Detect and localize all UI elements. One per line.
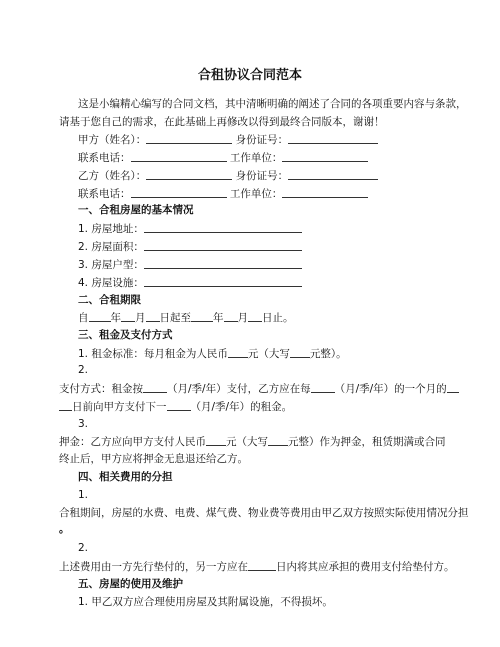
work-blank-2[interactable]: [282, 187, 368, 198]
deposit-capital-label: 元（大写: [226, 436, 268, 448]
term-row: [78, 311, 294, 325]
rent-standard-end: 元整）。: [309, 348, 347, 360]
rent-item-2-number: 2.: [78, 364, 89, 376]
party-a-blank[interactable]: [146, 133, 232, 144]
party-b-label: 乙方（姓名）：: [78, 170, 147, 182]
rent-standard-label: 1. 租金标准：每月租金为人民币: [78, 348, 228, 360]
term-year-label-2: 年: [213, 312, 224, 324]
term-month-label-1: 月: [135, 312, 146, 324]
payment-period-blank[interactable]: [311, 382, 335, 393]
intro-line-2: 请基于您自己的需求，在此基础上再修改以得到最终合同版本，谢谢！: [59, 116, 385, 128]
party-b-row: [78, 169, 378, 183]
id-label-1: 身份证号：: [235, 134, 289, 146]
fee-item-1-number: 1.: [78, 489, 89, 501]
term-day-end[interactable]: [248, 311, 262, 322]
payment-cycle-blank[interactable]: [143, 382, 167, 393]
layout-label: 3. 房屋户型：: [78, 259, 144, 271]
deposit-row-1: [59, 435, 446, 449]
payment-rent-label: （月/季/年）的租金。: [190, 401, 293, 413]
payment-month-label: （月/季/年）的一个月的: [334, 383, 447, 395]
phone-blank-2[interactable]: [131, 187, 227, 198]
id-label-2: 身份证号：: [235, 170, 289, 182]
fee-item-1-period: 。: [59, 523, 70, 535]
work-label-1: 工作单位：: [229, 152, 283, 164]
payment-due-label: （月/季/年）支付，乙方应在每: [167, 383, 311, 395]
deposit-amount-blank[interactable]: [206, 435, 226, 446]
term-month-start[interactable]: [121, 311, 135, 322]
phone-row-2: [78, 187, 368, 201]
deposit-capital-blank[interactable]: [268, 435, 288, 446]
phone-blank-1[interactable]: [131, 151, 227, 162]
rent-amount-blank[interactable]: [228, 347, 248, 358]
id-blank-2[interactable]: [288, 169, 378, 180]
payment-row-2: [59, 400, 292, 414]
fee-days-blank[interactable]: [248, 560, 276, 571]
use-item-1: 1. 甲乙双方应合理使用房屋及其附属设施，不得损坏。: [78, 596, 333, 608]
term-year-end[interactable]: [191, 311, 213, 322]
phone-row-1: [78, 151, 368, 165]
area-row: [78, 240, 302, 254]
term-month-end[interactable]: [224, 311, 238, 322]
layout-row: [78, 258, 302, 272]
section-5-heading: 五、房屋的使用及维护: [78, 578, 183, 590]
term-year-label-1: 年: [110, 312, 121, 324]
deposit-row-2: 终止后，甲方应将押金无息退还给乙方。: [59, 453, 248, 465]
facilities-label: 4. 房屋设施：: [78, 277, 144, 289]
work-blank-1[interactable]: [282, 151, 368, 162]
rent-standard-row: [78, 347, 347, 361]
payment-next-label: 日前向甲方支付下一: [72, 401, 167, 413]
section-3-heading: 三、租金及支付方式: [78, 329, 173, 341]
term-month-label-2: 月: [237, 312, 248, 324]
section-1-heading: 一、合租房屋的基本情况: [78, 204, 194, 216]
term-end: 日止。: [262, 312, 294, 324]
payment-day-blank-a[interactable]: [447, 382, 459, 393]
payment-row-1: [59, 382, 459, 396]
deposit-rest: 元整）作为押金，租赁期满或合同: [288, 436, 446, 448]
phone-label-2: 联系电话：: [78, 188, 131, 200]
facilities-row: [78, 276, 302, 290]
address-blank[interactable]: [144, 222, 302, 233]
fee-item-2-number: 2.: [78, 542, 89, 554]
payment-day-blank-b[interactable]: [59, 400, 72, 411]
area-blank[interactable]: [144, 240, 302, 251]
address-row: [78, 222, 302, 236]
area-label: 2. 房屋面积：: [78, 241, 144, 253]
fee-advance-rest: 日内将其应承担的费用支付给垫付方。: [276, 561, 455, 573]
address-label: 1. 房屋地址：: [78, 223, 144, 235]
fee-item-2-row: [59, 560, 455, 574]
payment-next-cycle-blank[interactable]: [167, 400, 191, 411]
rent-capital-label: 元（大写: [247, 348, 290, 360]
term-year-start[interactable]: [89, 311, 111, 322]
rent-capital-blank[interactable]: [290, 347, 310, 358]
section-4-heading: 四、相关费用的分担: [78, 471, 173, 483]
party-a-label: 甲方（姓名）：: [78, 134, 147, 146]
layout-blank[interactable]: [144, 258, 302, 269]
intro-line-1: 这是小编精心编写的合同文档，其中清晰明确的阐述了合同的各项重要内容与条款，: [78, 98, 467, 110]
party-b-blank[interactable]: [146, 169, 232, 180]
term-day-start[interactable]: [146, 311, 160, 322]
party-a-row: [78, 133, 378, 147]
fee-advance-label: 上述费用由一方先行垫付的，另一方应在: [59, 561, 248, 573]
id-blank-1[interactable]: [288, 133, 378, 144]
rent-item-3-number: 3.: [78, 418, 89, 430]
work-label-2: 工作单位：: [229, 188, 283, 200]
deposit-label: 押金：乙方应向甲方支付人民币: [59, 436, 206, 448]
fee-item-1-text: 合租期间，房屋的水费、电费、煤气费、物业费等费用由甲乙双方按照实际使用情况分担: [59, 507, 469, 519]
document-title: 合租协议合同范本: [197, 68, 302, 83]
term-from: 自: [78, 312, 89, 324]
payment-method-label: 支付方式：租金按: [59, 383, 143, 395]
section-2-heading: 二、合租期限: [78, 294, 141, 306]
phone-label-1: 联系电话：: [78, 152, 131, 164]
term-to: 日起至: [159, 312, 191, 324]
facilities-blank[interactable]: [144, 276, 302, 287]
